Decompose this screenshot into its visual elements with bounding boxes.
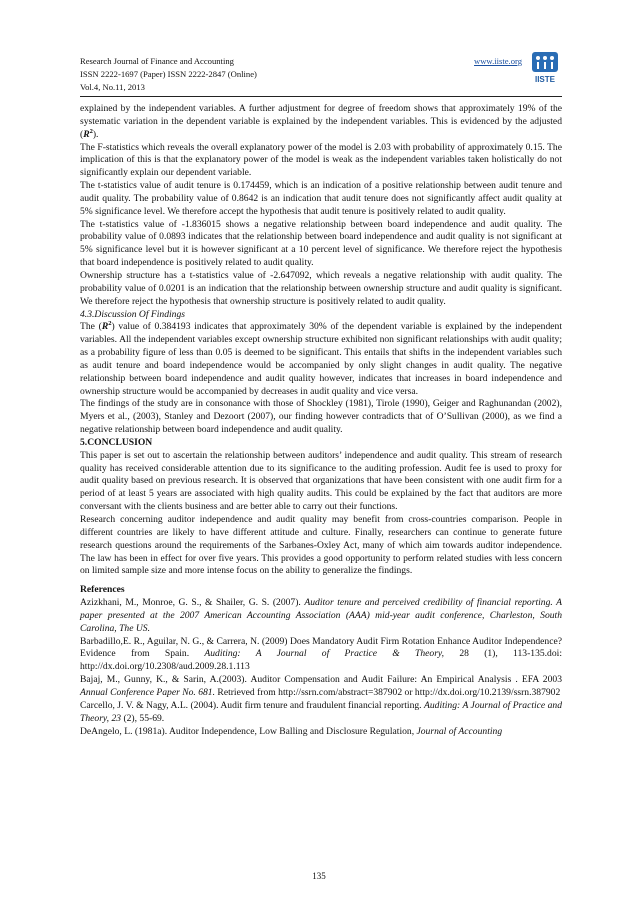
journal-title: Research Journal of Finance and Accounting bbox=[80, 56, 234, 66]
paragraph-f-statistics: The F-statistics which reveals the overall explanatory power of the model is 2.03 with probability of approximately 0.15. The implication of this is that the explanatory power of the model is weak as the independent variables taken holistically do not significantly explain our dependent variable. bbox=[80, 141, 562, 179]
paragraph-conclusion-1: This paper is set out to ascertain the relationship between auditors’ independence and audit quality. This stream of research quality has received considerable attention due to its significance to the auditing profession. Audit fee is used to proxy for audit quality based on previous research. It is observed that organizations that have been consistent with one audit firm for a period of at least 5 years are associated with high quality audits. This could be explained by the fact that auditors are more conversant with the clients business and are better able to carry out their functions. bbox=[80, 449, 562, 513]
issn-line: ISSN 2222-1697 (Paper) ISSN 2222-2847 (Online) bbox=[80, 69, 257, 79]
references-section bbox=[80, 584, 562, 738]
reference-item: Bajaj, M., Gunny, K., & Sarin, A.(2003). Auditor Compensation and Audit Failure: An Empirical Analysis . EFA 2003 Annual Conference Paper No. 681. Retrieved from http://ssrn.com/abstract=387902 or http://dx.doi.org/10.2139/ssrn.387902 bbox=[80, 674, 562, 698]
iiste-logo-icon bbox=[528, 51, 562, 85]
reference-item: DeAngelo, L. (1981a). Auditor Independence, Low Balling and Disclosure Regulation, Journal of Accounting bbox=[80, 725, 503, 737]
running-header bbox=[80, 55, 562, 94]
journal-url-link[interactable]: www.iiste.org bbox=[474, 56, 522, 66]
paragraph-audit-tenure: The t-statistics value of audit tenure is 0.174459, which is an indication of a positive relationship between audit tenure and audit quality. The probability value of 0.8642 is an indication that audit tenure does not significantly affect audit quality at 5% significance level. We therefore accept the hypothesis that audit tenure is positively related to audit quality. bbox=[80, 180, 562, 217]
section-heading-conclusion: 5.CONCLUSION bbox=[80, 436, 153, 448]
paragraph-discussion: The $(R^2)$ value of 0.384193 indicates that approximately 30% of the dependent variable is explained by the independent variables. All the independent variables except ownership structure exhibited non significant relationships with audit quality; as a probability figure of less than 0.05 is deemed to be significant. This entails that shifts in the independent variables such as audit tenure and board independence would be accompanied by only slight changes in audit quality. The negative relationship between board independence and audit quality however, indicates that increases in board independence and ownership structure would be accompanied by decreases in audit quality and vice versa. bbox=[80, 320, 562, 397]
paragraph-ownership-structure: Ownership structure has a t-statistics value of -2.647092, which reveals a negative relationship with audit quality. The probability value of 0.0201 is an indication that the relationship between ownership structure and audit quality is significant. We therefore reject the hypothesis that ownership structure is positively related to audit quality. bbox=[80, 269, 562, 307]
article-body bbox=[80, 103, 562, 738]
volume-line: Vol.4, No.11, 2013 bbox=[80, 82, 145, 92]
paragraph-board-independence: The t-statistics value of -1.836015 shows a negative relationship between board independence and audit quality. The probability value of 0.0893 indicates that the relationship between board independence and audit quality is not significant at 5% significance level but it is however significant at a 10 percent level of significance. We therefore reject the hypothesis that board independence is positively related to audit quality. bbox=[80, 218, 562, 269]
reference-item: Carcello, J. V. & Nagy, A.L. (2004). Audit firm tenure and fraudulent financial reporting. Auditing: A Journal of Practice and Theory, 23 (2), 55-69. bbox=[80, 699, 562, 724]
page-number: 135 bbox=[312, 871, 326, 881]
references-heading: References bbox=[80, 584, 125, 596]
section-heading-discussion: 4.3.Discussion Of Findings bbox=[80, 308, 186, 320]
reference-item: Barbadillo,E. R., Aguilar, N. G., & Carrera, N. (2009) Does Mandatory Audit Firm Rotation Enhance Auditor Independence? Evidence from Spain. Auditing: A Journal of Practice & Theory, 28 (1), 113-135.doi: http://dx.doi.org/10.2308/aud.2009.28.1.113 bbox=[80, 635, 562, 673]
header-divider bbox=[80, 96, 562, 97]
reference-item: Azizkhani, M., Monroe, G. S., & Shailer, G. S. (2007). Auditor tenure and perceived credibility of financial reporting. A paper presented at the 2007 American Accounting Association (AAA) mid-year audit conference, Charleston, South Carolina, The US. bbox=[80, 597, 562, 634]
logo-text: IISTE bbox=[534, 75, 556, 84]
paragraph-findings: The findings of the study are in consonance with those of Shockley (1981), Tirole (1990), Geiger and Raghunandan (2002), Myers et al., (2003), Stanley and Dezoort (2007), our finding however contradicts that of O’Sullivan (2000), as we find a negative relationship between board independence and audit quality. bbox=[80, 398, 562, 436]
paragraph-adjusted-r2: explained by the independent variables. A further adjustment for degree of freedom shows that approximately 19% of the systematic variation in the dependent variable is explained by the independent variables. This is evidenced by the adjusted $(R^2)$. bbox=[80, 103, 562, 140]
paragraph-conclusion-2: Research concerning auditor independence and audit quality may benefit from cross-countries comparison. People in different countries are likely to have different attitude and culture. Finally, researchers can continue to generate future research questions around the requirements of the Sarbanes-Oxley Act, many of which aim towards auditor independence. The law has been in effect for over five years. This provides a good opportunity to perform related studies with less concern on limited sample size and more intense focus on the ability to generalize the findings. bbox=[80, 514, 562, 577]
